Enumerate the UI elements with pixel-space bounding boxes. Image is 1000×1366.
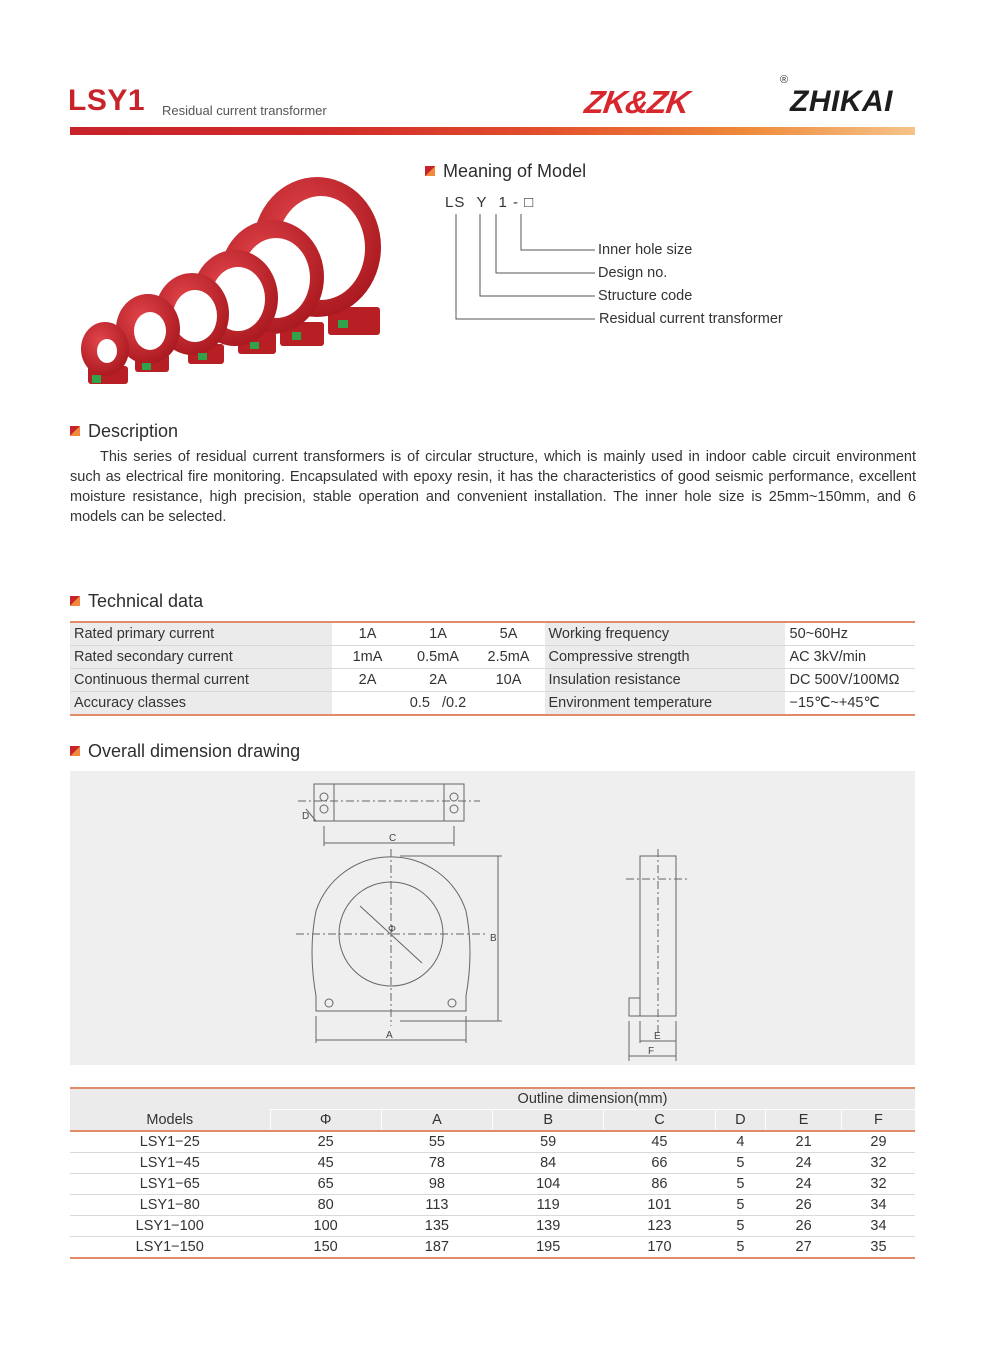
brand-name: ZHIKAI (790, 85, 893, 118)
model-cell: LSY1−150 (70, 1237, 270, 1259)
section-bullet-icon (70, 426, 80, 436)
dimension-cell: 25 (270, 1131, 381, 1153)
tech-param-value: AC 3kV/min (785, 646, 915, 669)
dimension-cell: 5 (715, 1216, 766, 1237)
table-row (70, 1237, 915, 1259)
meaning-label-inner-hole: Inner hole size (598, 242, 693, 258)
dim-label-d: D (302, 811, 310, 822)
header-divider (70, 127, 915, 135)
code-part-box: □ (524, 194, 535, 211)
section-technical-data (70, 591, 203, 612)
table-row (70, 1195, 915, 1216)
description-text: This series of residual current transformers is of circular structure, which is mainly used in indoor cable circuit environment such as electrical fire monitoring. Encapsulated with epoxy resin, it has the characteristics of good seismic performance, excellent moisture resistance, high precision, stable operation and convenient installation. The inner hole size is 25mm~150mm, and 6 models can be selected. (70, 449, 916, 525)
tech-value: 2A (403, 669, 473, 692)
tech-label: Accuracy classes (70, 692, 332, 716)
tech-param: Insulation resistance (544, 669, 785, 692)
table-row (70, 1153, 915, 1174)
dimension-cell: 135 (381, 1216, 492, 1237)
model-code: LSY1 (68, 84, 146, 117)
dimension-cell: 101 (604, 1195, 715, 1216)
tech-value: 2.5mA (473, 646, 544, 669)
header-col: E (766, 1110, 842, 1132)
tech-value: 5A (473, 622, 544, 646)
dimension-cell: 187 (381, 1237, 492, 1259)
dim-label-f: F (648, 1046, 655, 1057)
dim-label-c: C (389, 833, 397, 844)
header-col: Φ (270, 1110, 381, 1132)
dimension-cell: 84 (493, 1153, 604, 1174)
tech-value: 0.5mA (403, 646, 473, 669)
dimension-cell: 119 (493, 1195, 604, 1216)
tech-value: 1mA (332, 646, 403, 669)
dimension-cell: 98 (381, 1174, 492, 1195)
meaning-label-residual-ct: Residual current transformer (599, 311, 783, 327)
dim-label-b: B (490, 933, 497, 944)
dimension-cell: 66 (604, 1153, 715, 1174)
table-row (70, 692, 915, 716)
tech-param-value: DC 500V/100MΩ (785, 669, 915, 692)
dimension-cell: 5 (715, 1174, 766, 1195)
table-row (70, 622, 915, 646)
product-photo (80, 172, 390, 397)
dimension-cell: 123 (604, 1216, 715, 1237)
dimension-cell: 59 (493, 1131, 604, 1153)
section-title: Technical data (88, 591, 204, 611)
dim-label-a: A (386, 1030, 393, 1041)
dimension-drawing (70, 771, 915, 1065)
tech-param: Compressive strength (544, 646, 785, 669)
dimension-cell: 195 (493, 1237, 604, 1259)
code-part-dash: - (512, 194, 519, 211)
tech-param-value: −15℃~+45℃ (785, 692, 915, 716)
dimension-cell: 29 (841, 1131, 915, 1153)
dimension-cell: 34 (841, 1216, 915, 1237)
header-col: D (715, 1110, 766, 1132)
dimension-cell: 65 (270, 1174, 381, 1195)
section-meaning-of-model (425, 161, 586, 182)
technical-data-table (70, 621, 915, 716)
dimension-cell: 27 (766, 1237, 842, 1259)
dimension-cell: 24 (766, 1174, 842, 1195)
tech-value: 2A (332, 669, 403, 692)
dimension-cell: 4 (715, 1131, 766, 1153)
model-cell: LSY1−80 (70, 1195, 270, 1216)
dimension-cell: 32 (841, 1174, 915, 1195)
tech-value: 1A (332, 622, 403, 646)
section-bullet-icon (70, 746, 80, 756)
header-col: F (841, 1110, 915, 1132)
dimension-cell: 26 (766, 1216, 842, 1237)
model-cell: LSY1−100 (70, 1216, 270, 1237)
dimension-cell: 104 (493, 1174, 604, 1195)
header-models: Models (70, 1088, 270, 1131)
brand-logo-mark: ZK&ZK (582, 84, 692, 120)
table-row (70, 669, 915, 692)
tech-label: Rated primary current (70, 622, 332, 646)
meaning-label-structure-code: Structure code (598, 288, 693, 304)
tech-value: 10A (473, 669, 544, 692)
dimension-cell: 45 (604, 1131, 715, 1153)
table-row (70, 1131, 915, 1153)
meaning-label-design-no: Design no. (598, 265, 668, 281)
dimension-cell: 26 (766, 1195, 842, 1216)
page-subtitle: Residual current transformer (162, 103, 327, 118)
dim-label-e: E (654, 1031, 661, 1042)
tech-param-value: 50~60Hz (785, 622, 915, 646)
dimension-cell: 45 (270, 1153, 381, 1174)
dimension-cell: 5 (715, 1195, 766, 1216)
dimension-cell: 21 (766, 1131, 842, 1153)
header-col: A (381, 1110, 492, 1132)
model-cell: LSY1−25 (70, 1131, 270, 1153)
ring-25 (81, 322, 129, 384)
tech-param: Environment temperature (544, 692, 785, 716)
model-cell: LSY1−45 (70, 1153, 270, 1174)
dimension-cell: 34 (841, 1195, 915, 1216)
table-row (70, 1174, 915, 1195)
dimension-cell: 113 (381, 1195, 492, 1216)
dim-label-phi: Φ (388, 924, 396, 935)
dimension-cell: 86 (604, 1174, 715, 1195)
header-col: C (604, 1110, 715, 1132)
tech-value-merged: 0.5 /0.2 (332, 692, 544, 716)
dimension-cell: 80 (270, 1195, 381, 1216)
dimension-cell: 78 (381, 1153, 492, 1174)
section-description (70, 421, 178, 442)
dimension-cell: 32 (841, 1153, 915, 1174)
code-part-1: 1 (498, 194, 508, 211)
model-code-pattern (445, 194, 534, 211)
dimension-cell: 5 (715, 1153, 766, 1174)
tech-label: Continuous thermal current (70, 669, 332, 692)
dimension-cell: 55 (381, 1131, 492, 1153)
code-part-y: Y (476, 194, 488, 211)
header-outline-dimension: Outline dimension(mm) (270, 1088, 915, 1110)
model-meaning-leader-lines (440, 212, 600, 324)
dimension-cell: 150 (270, 1237, 381, 1259)
section-dimension-drawing (70, 741, 300, 762)
tech-param: Working frequency (544, 622, 785, 646)
header-col: B (493, 1110, 604, 1132)
dimension-cell: 170 (604, 1237, 715, 1259)
code-part-ls: LS (445, 194, 466, 211)
section-title: Meaning of Model (443, 161, 587, 181)
table-row (70, 646, 915, 669)
dimension-cell: 100 (270, 1216, 381, 1237)
dimension-table (70, 1087, 915, 1259)
dimension-cell: 35 (841, 1237, 915, 1259)
table-header-row (70, 1088, 915, 1110)
section-bullet-icon (425, 166, 435, 176)
tech-value: 1A (403, 622, 473, 646)
section-bullet-icon (70, 596, 80, 606)
section-title: Description (88, 421, 179, 441)
dimension-cell: 5 (715, 1237, 766, 1259)
model-cell: LSY1−65 (70, 1174, 270, 1195)
registered-mark: ® (780, 74, 789, 86)
section-title: Overall dimension drawing (88, 741, 301, 761)
table-row (70, 1216, 915, 1237)
dimension-cell: 139 (493, 1216, 604, 1237)
tech-label: Rated secondary current (70, 646, 332, 669)
dimension-cell: 24 (766, 1153, 842, 1174)
